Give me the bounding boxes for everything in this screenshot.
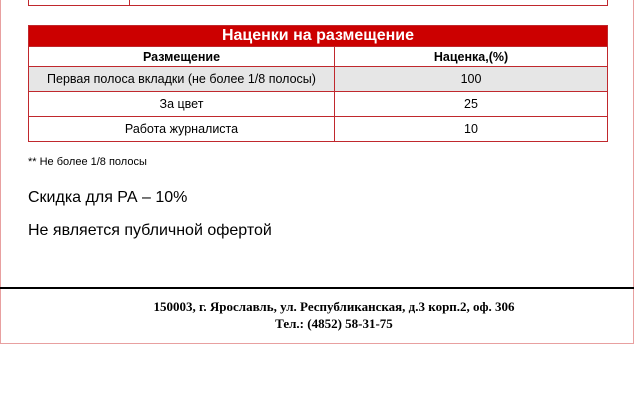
cell-placement: Первая полоса вкладки (не более 1/8 полосы): [29, 67, 335, 92]
table-row: [29, 67, 608, 92]
footnote: ** Не более 1/8 полосы: [28, 156, 147, 168]
table-header-row: [29, 47, 608, 67]
discount-text: Скидка для РА – 10%: [28, 189, 188, 206]
offer-disclaimer: Не является публичной офертой: [28, 222, 272, 239]
header-markup: Наценка,(%): [335, 47, 608, 67]
footer-address: 150003, г. Ярославль, ул. Республиканская, д.3 корп.2, оф. 306: [153, 299, 515, 314]
footer-address-block: [0, 298, 640, 332]
cell-markup: 100: [335, 67, 608, 92]
previous-table-divider: [129, 0, 130, 6]
cell-markup: 10: [335, 117, 608, 142]
header-placement: Размещение: [29, 47, 335, 67]
cell-placement: Работа журналиста: [29, 117, 335, 142]
footer-phone: Тел.: (4852) 58-31-75: [275, 316, 393, 331]
table-title: Наценки на размещение: [29, 26, 608, 47]
previous-table-remnant: [28, 0, 608, 6]
markup-table: [28, 25, 608, 142]
footer-divider: [0, 287, 634, 289]
cell-placement: За цвет: [29, 92, 335, 117]
table-row: [29, 117, 608, 142]
table-title-row: [29, 26, 608, 47]
cell-markup: 25: [335, 92, 608, 117]
table-row: [29, 92, 608, 117]
